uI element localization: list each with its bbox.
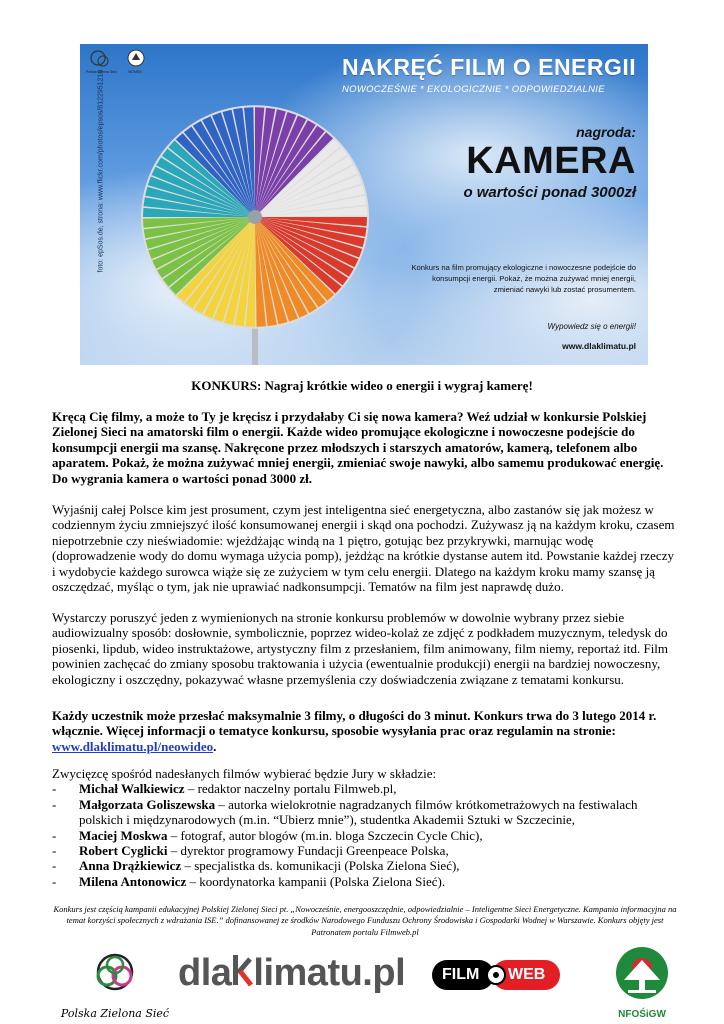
filmweb-logo — [432, 958, 562, 992]
dlaklimatu-prefix: dla — [178, 952, 232, 994]
jury-member-role: – fotograf, autor blogów (m.in. bloga Szczecin Cycle Chic), — [167, 827, 483, 843]
paragraph-2-text: Wyjaśnij całej Polsce kim jest prosument, czym jest inteligentna sieć energetyczna, albo zastanów się jak możesz w codziennym życiu zmniejszyć ilość konsumowanej energii i skąd ona pochodzi. Zużywasz ją na każdym kroku, czasem niepotrzebnie czy nieświadomie: wjeżdżając windą na 1 piętro, gotując bez przykrywki, marnując wodę (doprowadzenie wody do domu wymaga użycia pomp), jeżdżąc na krótkie dystanse autem itd. Powstanie każdej rzeczy i wydobycie każdego surowca wiąże się ze zużyciem w tym celu energii. Dlatego na każdym kroku mamy szansę ją oszczędzać, myśląc o tym, jak nie uprawiać nadkonsumpcji. Tematów na film jest naprawdę dużo. — [52, 502, 675, 595]
jury-member — [52, 797, 678, 828]
jury-dash: - — [52, 827, 57, 843]
banner-slogan: Wypowiedz się o energii! — [547, 322, 636, 331]
prize-value: o wartości ponad 3000zł — [463, 184, 636, 201]
nfosigw-tree-icon — [614, 946, 670, 1004]
partner-logo-left-caption: Polska Zielona Sieć — [86, 70, 117, 74]
jury-member — [52, 858, 678, 873]
page-title: KONKURS: Nagraj krótkie wideo o energii i wygraj kamerę! — [191, 378, 533, 393]
pinwheel-hub — [248, 210, 262, 224]
pzs-logo-text: Polska Zielona Sieć — [60, 1007, 170, 1020]
jury-dash: - — [52, 873, 57, 889]
jury-member-name: Michał Walkiewicz — [79, 781, 185, 797]
jury-dash: - — [52, 781, 57, 797]
prize-label: nagroda: — [576, 124, 636, 140]
jury-member-role: – koordynatorka kampanii (Polska Zielona Sieć). — [186, 873, 446, 889]
prize-name: KAMERA — [466, 140, 636, 182]
banner-url: www.dlaklimatu.pl — [562, 341, 636, 351]
jury-member-name: Milena Antonowicz — [79, 873, 187, 889]
rules-text: Każdy uczestnik może przesłać maksymalnie 3 filmy, o długości do 3 minut. Konkurs trwa do 3 lutego 2014 r. włącznie. Więcej informacji o tematyce konkursu, sposobie wysyłania prac oraz regulamin na stronie: — [52, 708, 657, 739]
filmweb-left-text: FILM — [442, 966, 480, 983]
partner-logo-icon — [86, 48, 156, 70]
banner-partner-logos — [86, 48, 156, 78]
filmweb-right-text: WEB — [508, 966, 546, 983]
contest-banner — [80, 44, 648, 365]
jury-dash: - — [52, 858, 57, 874]
jury-member — [52, 874, 678, 889]
rules-paragraph — [52, 708, 678, 754]
dlaklimatu-logo — [178, 952, 405, 1002]
banner-description: Konkurs na film promujący ekologiczne i nowoczesne podejście do konsumpcji energii. Pokaż, że można zużywać mniej energii, zmieniać nawyki lub zostać prosumentem. — [411, 263, 636, 294]
jury-section — [52, 766, 678, 889]
rules-link-suffix: . — [213, 738, 217, 754]
intro-paragraph — [52, 409, 678, 486]
polska-zielona-siec-logo — [60, 950, 170, 1022]
jury-member — [52, 781, 678, 796]
jury-dash: - — [52, 796, 57, 812]
jury-member-name: Maciej Moskwa — [79, 827, 168, 843]
jury-intro: Zwycięzcę spośród nadesłanych filmów wybierać będzie Jury w składzie: — [52, 766, 437, 781]
jury-member-role: – dyrektor programowy Fundacji Greenpeace Polska, — [167, 843, 449, 859]
partner-logo-right-caption: WOMEN — [128, 70, 142, 74]
dlaklimatu-suffix: limatu.pl — [253, 952, 406, 994]
banner-subtitle: NOWOCZEŚNIE * EKOLOGICZNIE * ODPOWIEDZIALNIE — [342, 84, 605, 95]
paragraph-3-text: Wystarczy poruszyć jeden z wymienionych na stronie konkursu problemów w dowolnie wybrany przez siebie audiowizualny sposób: dosłownie, symbolicznie, poprzez wideo-kolaż ze zdjęć z podkładem muzycznym, teledysk do piosenki, lipdub, wideo instruktażowe, artystyczny film z przesłaniem, film animowany, film niemy, reportaż itd. Film powinien zachęcać do zmiany sposobu traktowania i użycia (ewentualnie produkcji) energii na bardziej nowoczesny, ekologiczny i oszczędny, pokazywać własne przemyślenia czy doświadczenia związane z tematami konkursu. — [52, 610, 669, 687]
jury-member-role: – redaktor naczelny portalu Filmweb.pl, — [184, 781, 397, 797]
jury-member — [52, 843, 678, 858]
jury-member-role: – autorka wielokrotnie nagradzanych filmów krótkometrażowych na festiwalach polskich i międzynarodowych (m.in. “Ubierz mnie”), studentka Akademii Sztuki w Szczecinie, — [79, 796, 638, 828]
k-leaf-icon — [231, 953, 253, 987]
nfosigw-logo — [614, 946, 670, 1020]
footer-note: Konkurs jest częścią kampanii edukacyjnej Polskiej Zielonej Sieci pt. „Nowocześnie, energooszczędnie, odpowiedzialnie – Inteligentne Sieci Energetyczne. Kampania informacyjna na temat korzyści społecznych z wdrażania ISE.” dofinansowanej ze środków Narodowego Funduszu Ochrony Środowiska i Gospodarki Wodnej w Warszawie. Konkurs objęty jest Patronatem portalu Filmweb.pl — [53, 904, 677, 937]
jury-member-name: Anna Drążkiewicz — [79, 858, 182, 874]
contest-link[interactable]: www.dlaklimatu.pl/neowideo — [52, 738, 214, 754]
nfosigw-text: NFOŚiGW — [618, 1009, 666, 1020]
jury-member-name: Małgorzata Goliszewska — [79, 796, 216, 812]
banner-title: NAKRĘĆ FILM O ENERGII — [342, 54, 637, 80]
intro-text: Kręcą Cię filmy, a może to Ty je kręcisz i przydałaby Ci się nowa kamera? Weź udział w konkursie Polskiej Zielonej Sieci na amatorski film o energii. Każde wideo promujące ekologiczne i nowoczesne podejście do konsumpcji energii ma szansę. Nakręcone przez młodszych i starszych amatorów, kamerą, telefonem albo aparatem. Pokaż, że można zużywać mniej energii, zmieniać swoje nawyki, albo samemu produkować energię. Do wygrania kamera o wartości ponad 3000 zł. — [52, 409, 664, 486]
paragraph-2 — [52, 502, 678, 594]
jury-dash: - — [52, 843, 57, 859]
jury-member-role: – specjalistka ds. komunikacji (Polska Zielona Sieć), — [181, 858, 460, 874]
photo-credit: foto: epSos.de, strona: www.flickr.com/photos/epsos/8122951216 — [97, 69, 105, 273]
jury-member — [52, 828, 678, 843]
paragraph-3 — [52, 610, 678, 687]
jury-list — [52, 781, 678, 889]
pzs-logo-icon — [60, 950, 170, 1000]
jury-member-name: Robert Cyglicki — [79, 843, 168, 859]
